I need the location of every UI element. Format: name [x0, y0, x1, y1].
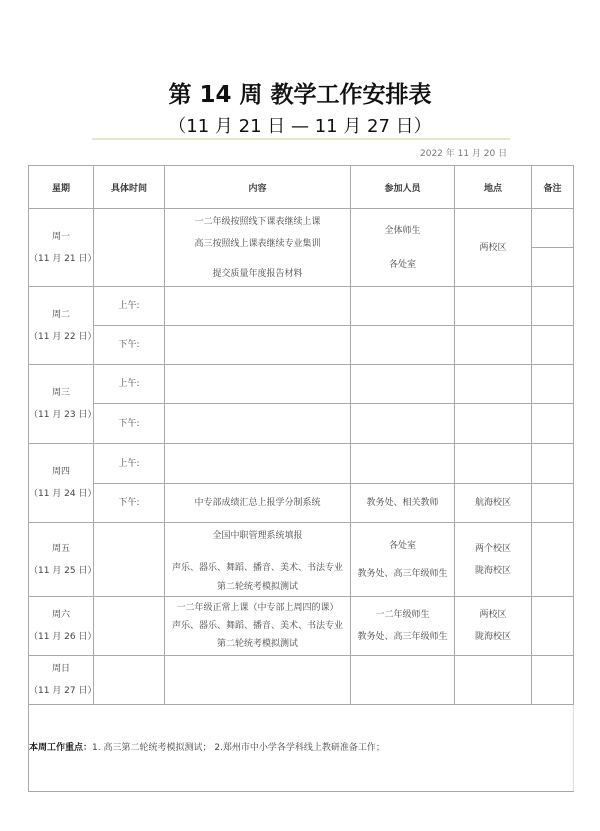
day-cell: 周六 （11 月 26 日） — [29, 597, 94, 656]
people-cell: 全体师生 各处室 — [351, 209, 455, 287]
focus-row — [29, 705, 574, 792]
focus-text: 1. 高三第二轮统考模拟测试； 2.郑州市中小学各学科线上教研准备工作； — [92, 743, 385, 753]
day-cell: 周五 （11 月 25 日） — [29, 523, 94, 597]
place-cell: 两校区 陇海校区 — [455, 597, 532, 656]
people-cell: 教务处、相关教师 — [351, 484, 455, 523]
place-cell: 两个校区 陇海校区 — [455, 523, 532, 597]
header-notes: 备注 — [532, 166, 574, 209]
header-people: 参加人员 — [351, 166, 455, 209]
day-cell: 周四 （11 月 24 日） — [29, 444, 94, 523]
people-cell: 各处室 教务处、高三年级师生 — [351, 523, 455, 597]
table-row — [29, 209, 574, 248]
content-cell: 一二年级正常上课（中专部上周四的课） 声乐、器乐、舞蹈、播音、美术、书法专业 第二轮统考模拟测试 — [165, 597, 351, 656]
place-cell: 航海校区 — [455, 484, 532, 523]
table-row — [29, 656, 574, 705]
focus-label: 本周工作重点： — [29, 743, 93, 753]
header-content: 内容 — [165, 166, 351, 209]
header-day: 星期 — [29, 166, 94, 209]
day-cell: 周日 （11 月 27 日） — [29, 656, 94, 705]
people-cell: 一二年级师生 教务处、高三年级师生 — [351, 597, 455, 656]
day-cell: 周一 （11 月 21 日） — [29, 209, 94, 287]
date-range: （11 月 21 日 — 11 月 27 日） — [168, 116, 432, 137]
day-cell: 周二 （11 月 22 日） — [29, 287, 94, 365]
header-row — [29, 166, 574, 209]
content-cell: 中专部成绩汇总上报学分制系统 — [165, 484, 351, 523]
page-title: 第 14 周 教学工作安排表 — [168, 82, 432, 108]
header-place: 地点 — [455, 166, 532, 209]
content-cell: 全国中职管理系统填报 声乐、器乐、舞蹈、播音、美术、书法专业 第二轮统考模拟测试 — [165, 523, 351, 597]
table-row: 周三 （11 月 23 日） 上午: — [29, 365, 574, 404]
header-time: 具体时间 — [94, 166, 165, 209]
table-row — [29, 597, 574, 656]
place-cell: 两校区 — [455, 209, 532, 287]
schedule-table: 星期 具体时间 内容 参加人员 地点 备注 周一 （11 月 21 日） 一二年级按照线下课表继续上课 高三按照线上课表继续专业集训 提交质量年度报告材料 全体师生 各处室 两校区 周二 （11 月 22 日） 上午: 下午: 周三 （11 月 23 日） 上午: 下午: 周四 （11 月 24 日） 上午: 下午: 中专部成绩汇总上报学分制系统 教务处、相关教师 航海校区 周五 （11 月 25 日） 全国中职管理系统填报 声乐、器乐、舞蹈、播音、美术、书法专业 第二轮统考模拟测试 各处室 教务处、高三年级师生 两个校区 陇海校区 周六 （11 月 26 日） 一二年级正常上课（中专部上周四的课） 声乐、器乐、舞蹈、播音、美术、书法专业 第二轮统考模拟测试 一二年级师生 教务处、高三年级师生 两校区 陇海校区 周日 （11 月 27 日） 本周工作重点：1. 高三第二轮统考模拟测试； 2.郑州市中小学各学科线上教研准备工作； — [28, 165, 574, 792]
divider — [92, 138, 510, 140]
table-row: 周二 （11 月 22 日） 上午: — [29, 287, 574, 326]
day-cell: 周三 （11 月 23 日） — [29, 365, 94, 444]
content-cell: 一二年级按照线下课表继续上课 高三按照线上课表继续专业集训 提交质量年度报告材料 — [165, 209, 351, 287]
table-row: 周四 （11 月 24 日） 上午: — [29, 444, 574, 484]
table-row — [29, 523, 574, 597]
issue-date: 2022 年 11 月 20 日 — [420, 149, 508, 159]
